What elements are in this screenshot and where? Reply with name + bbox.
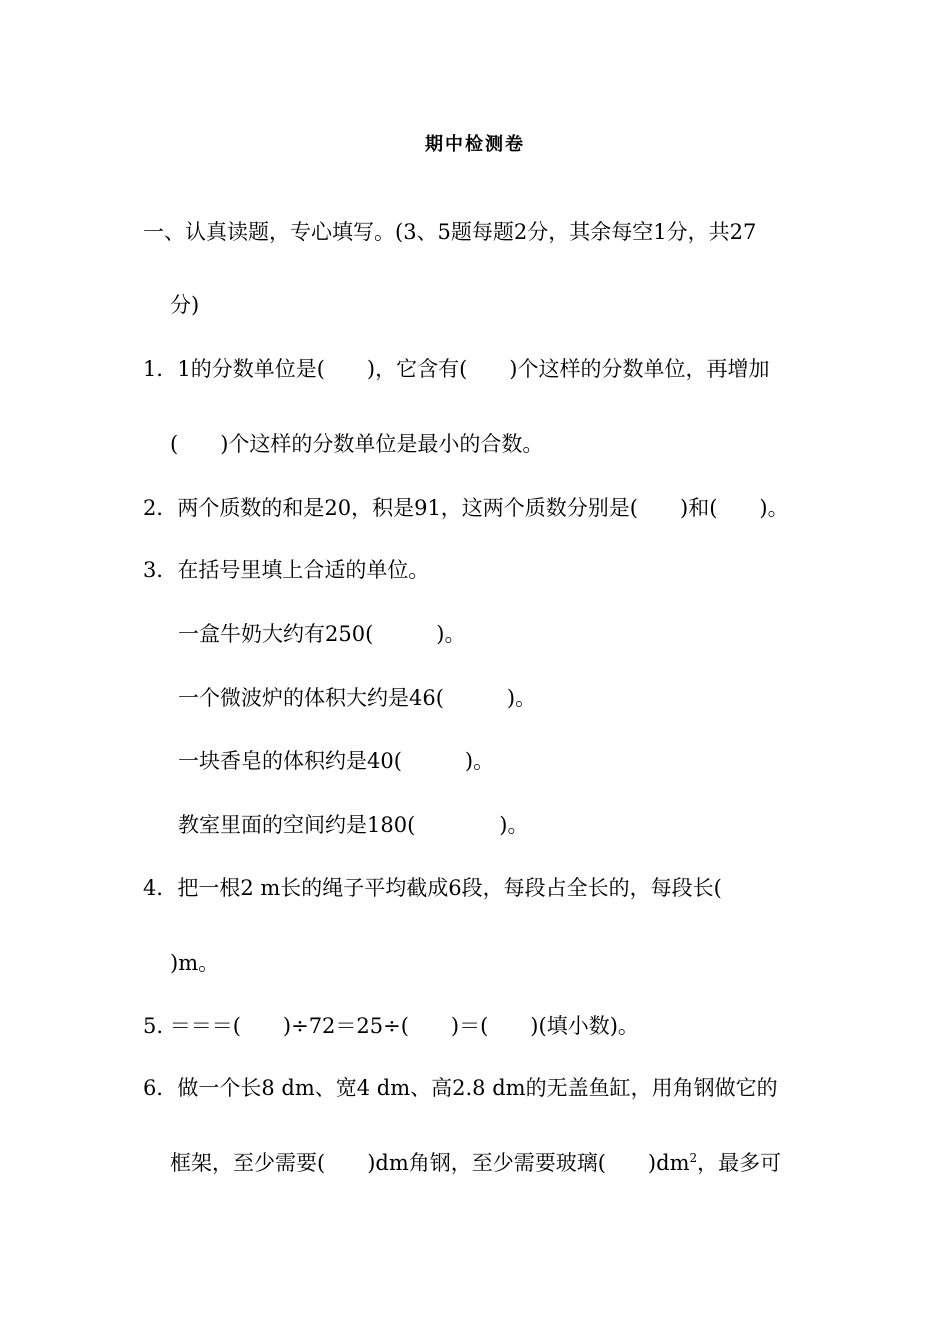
question-2: 2．两个质数的和是20，积是91，这两个质数分别是( )和( )。 [143, 496, 789, 520]
superscript-2: 2 [689, 1151, 698, 1165]
section-heading-continued: 分) [170, 293, 200, 317]
question-1: 1．1的分数单位是( )，它含有( )个这样的分数单位，再增加 [143, 357, 770, 381]
question-3-item-soap: 一块香皂的体积约是40( )。 [178, 749, 495, 773]
question-4: 4．把一根2 m长的绳子平均截成6段，每段占全长的，每段长( [143, 876, 722, 900]
section-heading: 一、认真读题，专心填写。(3、5题每题2分，其余每空1分，共27 [143, 220, 757, 244]
question-3-item-milk: 一盒牛奶大约有250( )。 [178, 622, 466, 646]
question-6-continued [170, 1149, 781, 1177]
question-3-item-microwave: 一个微波炉的体积大约是46( )。 [178, 686, 537, 710]
question-3: 3．在括号里填上合适的单位。 [143, 558, 430, 582]
page-title: 期中检测卷 [425, 134, 525, 155]
question-6: 6．做一个长8 dm、宽4 dm、高2.8 dm的无盖鱼缸，用角钢做它的 [143, 1076, 778, 1100]
question-1-continued: ( )个这样的分数单位是最小的合数。 [170, 432, 544, 456]
question-4-continued: )m。 [170, 951, 220, 975]
question-3-item-classroom: 教室里面的空间约是180( )。 [178, 813, 529, 837]
question-6-text-b: ，最多可 [697, 1151, 782, 1175]
question-5: 5. ＝＝＝( )÷72＝25÷( )＝( )(填小数)。 [143, 1014, 639, 1038]
question-6-text-a: 框架，至少需要( )dm角钢，至少需要玻璃( )dm [170, 1151, 690, 1175]
